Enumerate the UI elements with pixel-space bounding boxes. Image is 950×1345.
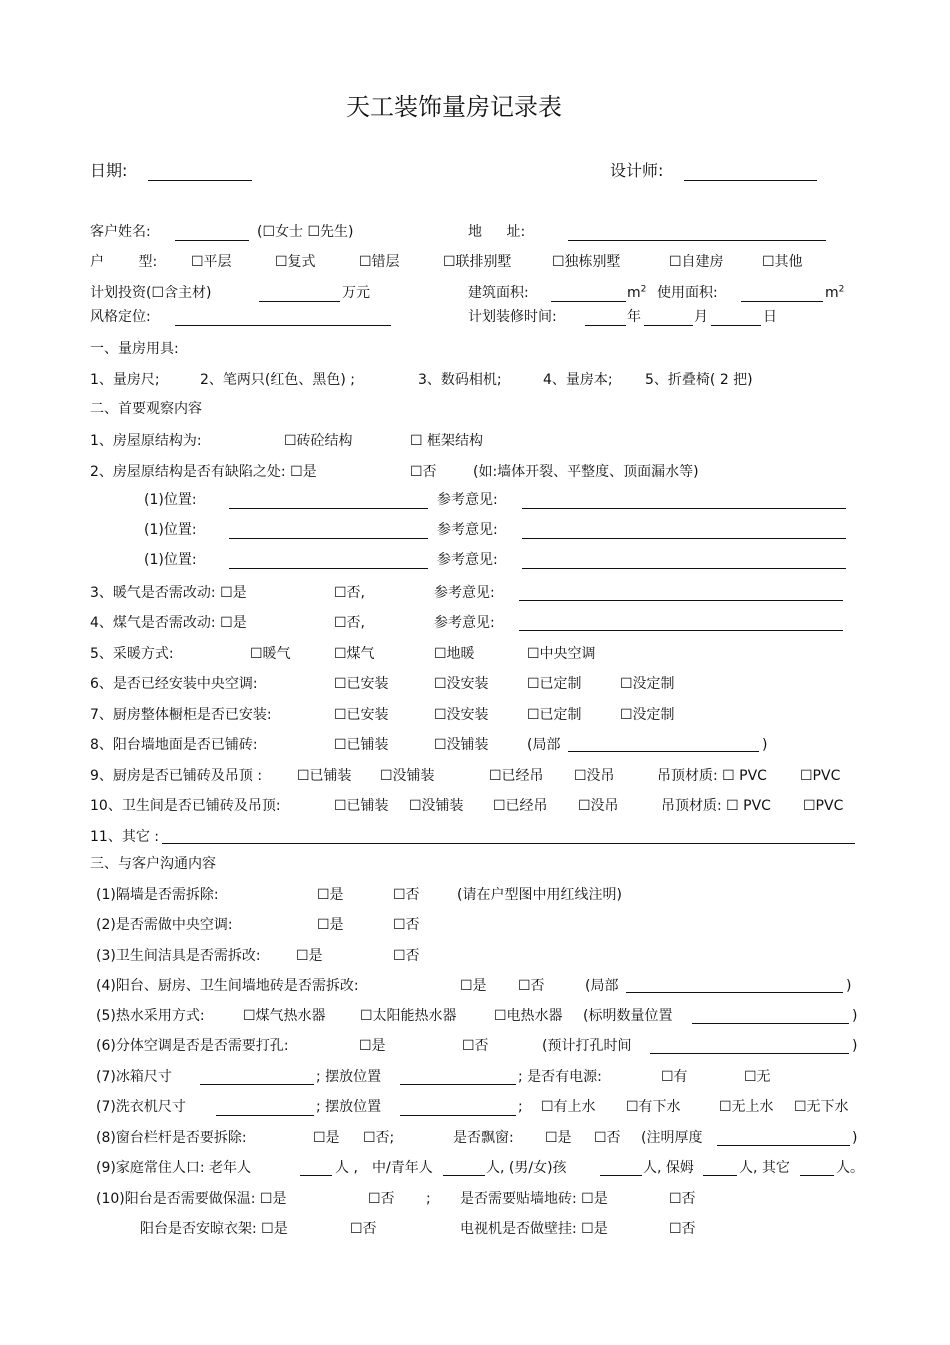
q9-child-label: 人, (男/女)孩 xyxy=(486,1160,567,1176)
schedule-label: 计划装修时间: xyxy=(468,309,557,325)
kitchen-cabinet-option[interactable]: ☐没定制 xyxy=(620,707,675,723)
building-area-label: 建筑面积: xyxy=(468,285,529,301)
page-title: 天工装饰量房记录表 xyxy=(346,93,562,121)
tool-item: 4、量房本; xyxy=(543,372,613,388)
water-option[interactable]: ☐有下水 xyxy=(626,1099,681,1115)
day-field[interactable] xyxy=(711,325,761,326)
partial-label: (局部 xyxy=(585,978,619,994)
kitchen-cabinet-option[interactable]: ☐没安装 xyxy=(434,707,489,723)
q6-no[interactable]: ☐否 xyxy=(462,1038,489,1054)
fridge-size-field[interactable] xyxy=(200,1084,314,1085)
q7b-label: (7)洗衣机尺寸 xyxy=(96,1099,186,1115)
q9-end: 人。 xyxy=(836,1160,864,1176)
power-label: ; 是否有电源: xyxy=(518,1069,602,1085)
tool-item: 2、笔两只(红色、黑色) ; xyxy=(200,372,355,388)
opinion-field[interactable] xyxy=(522,538,846,539)
usable-area-label: 使用面积: xyxy=(657,285,718,301)
q1-label: (1)隔墙是否需拆除: xyxy=(96,887,219,903)
salutation-options[interactable]: (☐女士 ☐先生) xyxy=(257,224,354,240)
q5-option[interactable]: ☐电热水器 xyxy=(494,1008,563,1024)
q10-tile-no[interactable]: ☐否 xyxy=(669,1191,696,1207)
bay-window-no[interactable]: ☐否 xyxy=(594,1130,621,1146)
customer-name-label: 客户姓名: xyxy=(90,224,151,240)
q10-rack-label[interactable]: 阳台是否安晾衣架: ☐是 xyxy=(140,1221,288,1237)
q3-label: (3)卫生间洁具是否需拆改: xyxy=(96,948,261,964)
q7a-label: (7)冰箱尺寸 xyxy=(96,1069,172,1085)
close-paren: ) xyxy=(852,1008,858,1024)
power-option[interactable]: ☐有 xyxy=(661,1069,688,1085)
q10-insulation-no[interactable]: ☐否 xyxy=(368,1191,395,1207)
bath-tile-label: 10、卫生间是否已铺砖及吊顶: xyxy=(90,798,281,814)
heating-mode-option[interactable]: ☐中央空调 xyxy=(527,646,596,662)
q2-yes[interactable]: ☐是 xyxy=(317,917,344,933)
adult-count-field[interactable] xyxy=(443,1175,485,1176)
bath-tile-option[interactable]: ☐已经吊 xyxy=(493,798,548,814)
q9-young-label: 中/青年人 xyxy=(372,1160,433,1176)
style-field[interactable] xyxy=(175,325,391,326)
building-area-field[interactable] xyxy=(551,301,626,302)
ac-label: 6、是否已经安装中央空调: xyxy=(90,676,258,692)
defect-label[interactable]: 2、房屋原结构是否有缺陷之处: ☐是 xyxy=(90,464,317,480)
heating-mode-label: 5、采暖方式: xyxy=(90,646,174,662)
date-label: 日期: xyxy=(90,161,128,180)
gas-change-label[interactable]: 4、煤气是否需改动: ☐是 xyxy=(90,615,247,631)
house-type-option[interactable]: ☐其他 xyxy=(762,254,803,270)
bath-tile-option[interactable]: ☐没铺装 xyxy=(409,798,464,814)
q9-other-label: 人, 其它 xyxy=(739,1160,790,1176)
bath-tile-option[interactable]: ☐已铺装 xyxy=(334,798,389,814)
defect-no[interactable]: ☐否 xyxy=(410,464,437,480)
position-label: (1)位置: xyxy=(144,492,197,508)
q1-yes[interactable]: ☐是 xyxy=(317,887,344,903)
budget-unit: 万元 xyxy=(342,285,370,301)
designer-label: 设计师: xyxy=(610,161,664,180)
position-field[interactable] xyxy=(229,538,428,539)
opinion-field[interactable] xyxy=(522,508,846,509)
q4-yes[interactable]: ☐是 xyxy=(460,978,487,994)
position-label: (1)位置: xyxy=(144,522,197,538)
structure-option[interactable]: ☐ 框架结构 xyxy=(410,433,484,449)
close-paren: ) xyxy=(762,737,768,753)
kitchen-tile-option[interactable]: ☐没铺装 xyxy=(380,768,435,784)
ac-option[interactable]: ☐没定制 xyxy=(620,676,675,692)
ceiling-material-label[interactable]: 吊顶材质: ☐ PVC xyxy=(661,798,771,814)
opinion-label: 参考意见: xyxy=(437,492,498,508)
house-type-option[interactable]: ☐自建房 xyxy=(669,254,724,270)
q8-label: (8)窗台栏杆是否要拆除: xyxy=(96,1130,247,1146)
address-field[interactable] xyxy=(568,240,826,241)
usable-area-field[interactable] xyxy=(741,301,823,302)
pvc-option[interactable]: ☐PVC xyxy=(803,798,844,814)
house-type-option[interactable]: ☐联排别墅 xyxy=(443,254,512,270)
house-type-option[interactable]: ☐平层 xyxy=(191,254,232,270)
other-label: 11、其它 : xyxy=(90,829,159,845)
position-label: (1)位置: xyxy=(144,552,197,568)
balcony-tile-option[interactable]: ☐没铺装 xyxy=(434,737,489,753)
nanny-count-field[interactable] xyxy=(703,1175,737,1176)
area-unit: $m^2$ xyxy=(627,284,647,301)
q10-tile-label[interactable]: 是否需要贴墙地砖: ☐是 xyxy=(460,1191,608,1207)
heating-change-no[interactable]: ☐否, xyxy=(334,585,366,601)
q4-label: (4)阳台、厨房、卫生间墙地砖是否需拆改: xyxy=(96,978,359,994)
opinion-label: 参考意见: xyxy=(434,615,495,631)
gas-change-no[interactable]: ☐否, xyxy=(334,615,366,631)
q4-no[interactable]: ☐否 xyxy=(518,978,545,994)
fridge-place-field[interactable] xyxy=(400,1084,516,1085)
other-count-field[interactable] xyxy=(800,1175,834,1176)
house-type-label: 户 型: xyxy=(90,254,158,270)
year-field[interactable] xyxy=(585,325,626,326)
q10-rack-no[interactable]: ☐否 xyxy=(350,1221,377,1237)
position-field[interactable] xyxy=(229,508,428,509)
kitchen-tile-option[interactable]: ☐没吊 xyxy=(574,768,615,784)
ac-option[interactable]: ☐已安装 xyxy=(334,676,389,692)
style-label: 风格定位: xyxy=(90,309,151,325)
bay-window-yes[interactable]: ☐是 xyxy=(545,1130,572,1146)
q9-nanny-label: 人, 保姆 xyxy=(643,1160,694,1176)
kitchen-cabinet-option[interactable]: ☐已安装 xyxy=(334,707,389,723)
q10-tv-no[interactable]: ☐否 xyxy=(669,1221,696,1237)
q5-label: (5)热水采用方式: xyxy=(96,1008,205,1024)
q6-yes[interactable]: ☐是 xyxy=(359,1038,386,1054)
balcony-tile-label: 8、阳台墙地面是否已铺砖: xyxy=(90,737,258,753)
water-option[interactable]: ☐有上水 xyxy=(541,1099,596,1115)
heating-mode-option[interactable]: ☐煤气 xyxy=(334,646,375,662)
balcony-partial-field[interactable] xyxy=(568,751,759,752)
year-label: 年 xyxy=(627,309,641,325)
house-type-option[interactable]: ☐复式 xyxy=(275,254,316,270)
thickness-note: (注明厚度 xyxy=(641,1130,703,1146)
q1-no[interactable]: ☐否 xyxy=(393,887,420,903)
kitchen-cabinet-option[interactable]: ☐已定制 xyxy=(527,707,582,723)
heating-mode-option[interactable]: ☐暖气 xyxy=(250,646,291,662)
gas-opinion-field[interactable] xyxy=(519,630,843,631)
child-count-field[interactable] xyxy=(600,1175,642,1176)
kitchen-cabinet-label: 7、厨房整体橱柜是否已安装: xyxy=(90,707,272,723)
kitchen-tile-option[interactable]: ☐已铺装 xyxy=(297,768,352,784)
ac-option[interactable]: ☐没安装 xyxy=(434,676,489,692)
close-paren: ) xyxy=(846,978,852,994)
washer-size-field[interactable] xyxy=(216,1115,314,1116)
opinion-label: 参考意见: xyxy=(437,522,498,538)
semicolon: ; xyxy=(426,1191,431,1207)
water-option[interactable]: ☐无上水 xyxy=(719,1099,774,1115)
address-label: 地 址: xyxy=(468,224,526,240)
q5-option[interactable]: ☐太阳能热水器 xyxy=(360,1008,457,1024)
q10-insulation-label[interactable]: (10)阳台是否需要做保温: ☐是 xyxy=(96,1191,287,1207)
q5-option[interactable]: ☐煤气热水器 xyxy=(243,1008,326,1024)
ac-option[interactable]: ☐已定制 xyxy=(527,676,582,692)
section-2-heading: 二、首要观察内容 xyxy=(90,401,202,417)
q9-label: (9)家庭常住人口: 老年人 xyxy=(96,1160,251,1176)
section-3-heading: 三、与客户沟通内容 xyxy=(90,856,216,872)
q9-people: 人 , xyxy=(335,1160,358,1176)
place-label: ; 摆放位置 xyxy=(316,1069,382,1085)
opinion-label: 参考意见: xyxy=(437,552,498,568)
structure-option[interactable]: ☐砖砼结构 xyxy=(284,433,353,449)
other-field[interactable] xyxy=(162,843,855,844)
heating-change-label[interactable]: 3、暖气是否需改动: ☐是 xyxy=(90,585,247,601)
house-type-option[interactable]: ☐错层 xyxy=(359,254,400,270)
washer-place-field[interactable] xyxy=(400,1115,516,1116)
structure-label: 1、房屋原结构为: xyxy=(90,433,202,449)
tool-item: 1、量房尺; xyxy=(90,372,160,388)
heating-mode-option[interactable]: ☐地暖 xyxy=(434,646,475,662)
ceiling-material-label[interactable]: 吊顶材质: ☐ PVC xyxy=(657,768,767,784)
q3-yes[interactable]: ☐是 xyxy=(296,948,323,964)
q10-tv-label[interactable]: 电视机是否做壁挂: ☐是 xyxy=(460,1221,608,1237)
q5-note-field[interactable] xyxy=(692,1023,849,1024)
month-field[interactable] xyxy=(644,325,693,326)
balcony-tile-option[interactable]: ☐已铺装 xyxy=(334,737,389,753)
water-option[interactable]: ☐无下水 xyxy=(794,1099,849,1115)
bay-window-label: 是否飘窗: xyxy=(453,1130,514,1146)
customer-name-field[interactable] xyxy=(175,240,249,241)
defect-note: (如:墙体开裂、平整度、顶面漏水等) xyxy=(473,464,699,480)
house-type-option[interactable]: ☐独栋别墅 xyxy=(552,254,621,270)
month-label: 月 xyxy=(694,309,708,325)
q3-no[interactable]: ☐否 xyxy=(393,948,420,964)
opinion-field[interactable] xyxy=(522,568,846,569)
place-label: ; 摆放位置 xyxy=(316,1099,382,1115)
budget-field[interactable] xyxy=(259,301,340,302)
q5-note: (标明数量位置 xyxy=(583,1008,673,1024)
q8-no[interactable]: ☐否; xyxy=(363,1130,395,1146)
semicolon: ; xyxy=(518,1099,523,1115)
designer-field[interactable] xyxy=(684,180,817,181)
position-field[interactable] xyxy=(229,568,428,569)
heating-opinion-field[interactable] xyxy=(519,600,843,601)
pvc-option[interactable]: ☐PVC xyxy=(800,768,841,784)
q4-partial-field[interactable] xyxy=(626,992,843,993)
q6-label: (6)分体空调是否是否需要打孔: xyxy=(96,1038,289,1054)
q6-note-field[interactable] xyxy=(650,1053,849,1054)
close-paren: ) xyxy=(852,1038,858,1054)
q6-note: (预计打孔时间 xyxy=(542,1038,632,1054)
elderly-count-field[interactable] xyxy=(300,1175,332,1176)
q2-no[interactable]: ☐否 xyxy=(393,917,420,933)
section-1-heading: 一、量房用具: xyxy=(90,341,179,357)
kitchen-tile-label: 9、厨房是否已铺砖及吊顶 : xyxy=(90,768,263,784)
tool-item: 5、折叠椅( 2 把) xyxy=(645,372,753,388)
date-field[interactable] xyxy=(148,180,252,181)
q1-note: (请在户型图中用红线注明) xyxy=(457,887,622,903)
tool-item: 3、数码相机; xyxy=(418,372,502,388)
partial-label: (局部 xyxy=(527,737,561,753)
bath-tile-option[interactable]: ☐没吊 xyxy=(578,798,619,814)
power-option[interactable]: ☐无 xyxy=(744,1069,771,1085)
opinion-label: 参考意见: xyxy=(434,585,495,601)
q2-label: (2)是否需做中央空调: xyxy=(96,917,233,933)
close-paren: ) xyxy=(852,1130,858,1146)
area-unit: $m^2$ xyxy=(825,284,845,301)
budget-label[interactable]: 计划投资(☐含主材) xyxy=(90,285,212,301)
thickness-field[interactable] xyxy=(717,1145,850,1146)
kitchen-tile-option[interactable]: ☐已经吊 xyxy=(489,768,544,784)
day-label: 日 xyxy=(763,309,777,325)
q8-yes[interactable]: ☐是 xyxy=(313,1130,340,1146)
